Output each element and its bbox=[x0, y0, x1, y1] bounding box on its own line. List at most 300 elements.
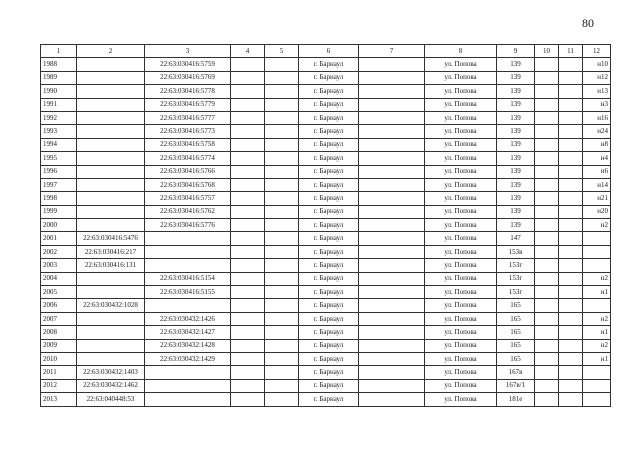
building-number-cell: 22:63:030416:5773 bbox=[145, 125, 231, 138]
street-cell: ул. Попова bbox=[425, 352, 497, 365]
parcel-number-cell: 22:63:030432:1462 bbox=[77, 379, 145, 392]
house-number-cell: 139 bbox=[497, 71, 535, 84]
col-7-cell bbox=[359, 85, 425, 98]
parcel-number-cell bbox=[77, 58, 145, 71]
row-number-cell: 2003 bbox=[41, 259, 77, 272]
col-11-cell bbox=[559, 312, 583, 325]
col-11-cell bbox=[559, 58, 583, 71]
building-number-cell bbox=[145, 299, 231, 312]
col-7-cell bbox=[359, 272, 425, 285]
premises-number-cell: н8 bbox=[583, 138, 611, 151]
premises-number-cell: н14 bbox=[583, 178, 611, 191]
row-number-cell: 1993 bbox=[41, 125, 77, 138]
city-cell: г. Барнаул bbox=[299, 299, 359, 312]
parcel-number-cell bbox=[77, 312, 145, 325]
premises-number-cell: н24 bbox=[583, 125, 611, 138]
row-number-cell: 2009 bbox=[41, 339, 77, 352]
col-5-cell bbox=[265, 339, 299, 352]
page-number: 80 bbox=[582, 16, 594, 30]
premises-number-cell: н6 bbox=[583, 165, 611, 178]
col-4-cell bbox=[231, 98, 265, 111]
col-11-cell bbox=[559, 339, 583, 352]
house-number-cell: 139 bbox=[497, 219, 535, 232]
building-number-cell: 22:63:030432:1427 bbox=[145, 326, 231, 339]
house-number-cell: 165 bbox=[497, 299, 535, 312]
premises-number-cell: н4 bbox=[583, 152, 611, 165]
building-number-cell: 22:63:030416:5768 bbox=[145, 178, 231, 191]
col-5-cell bbox=[265, 125, 299, 138]
city-cell: г. Барнаул bbox=[299, 366, 359, 379]
col-10-cell bbox=[535, 138, 559, 151]
table-row bbox=[41, 125, 611, 138]
building-number-cell: 22:63:030416:5757 bbox=[145, 192, 231, 205]
parcel-number-cell bbox=[77, 138, 145, 151]
premises-number-cell: н2 bbox=[583, 312, 611, 325]
building-number-cell: 22:63:030416:5778 bbox=[145, 85, 231, 98]
house-number-cell: 153г bbox=[497, 272, 535, 285]
col-11-cell bbox=[559, 379, 583, 392]
street-cell: ул. Попова bbox=[425, 339, 497, 352]
col-4-cell bbox=[231, 326, 265, 339]
col-5-cell bbox=[265, 326, 299, 339]
col-5-cell bbox=[265, 98, 299, 111]
house-number-cell: 165 bbox=[497, 339, 535, 352]
col-10-cell bbox=[535, 205, 559, 218]
row-number-cell: 2005 bbox=[41, 286, 77, 299]
col-11-cell bbox=[559, 326, 583, 339]
house-number-cell: 139 bbox=[497, 152, 535, 165]
col-7-cell bbox=[359, 312, 425, 325]
column-header-5: 5 bbox=[265, 45, 299, 58]
col-7-cell bbox=[359, 71, 425, 84]
column-header-4: 4 bbox=[231, 45, 265, 58]
premises-number-cell: н3 bbox=[583, 98, 611, 111]
premises-number-cell bbox=[583, 259, 611, 272]
col-4-cell bbox=[231, 366, 265, 379]
col-11-cell bbox=[559, 71, 583, 84]
parcel-number-cell: 22:63:030432:1028 bbox=[77, 299, 145, 312]
col-5-cell bbox=[265, 138, 299, 151]
col-10-cell bbox=[535, 111, 559, 124]
col-10-cell bbox=[535, 192, 559, 205]
building-number-cell: 22:63:030416:5777 bbox=[145, 111, 231, 124]
premises-number-cell bbox=[583, 393, 611, 406]
col-10-cell bbox=[535, 312, 559, 325]
col-10-cell bbox=[535, 58, 559, 71]
col-10-cell bbox=[535, 125, 559, 138]
col-4-cell bbox=[231, 286, 265, 299]
premises-number-cell bbox=[583, 379, 611, 392]
row-number-cell: 2012 bbox=[41, 379, 77, 392]
parcel-number-cell bbox=[77, 219, 145, 232]
col-4-cell bbox=[231, 71, 265, 84]
table-row bbox=[41, 138, 611, 151]
table-row bbox=[41, 165, 611, 178]
column-header-9: 9 bbox=[497, 45, 535, 58]
building-number-cell bbox=[145, 393, 231, 406]
parcel-number-cell bbox=[77, 272, 145, 285]
col-7-cell bbox=[359, 259, 425, 272]
premises-number-cell bbox=[583, 232, 611, 245]
column-header-11: 11 bbox=[559, 45, 583, 58]
col-11-cell bbox=[559, 245, 583, 258]
col-5-cell bbox=[265, 379, 299, 392]
col-10-cell bbox=[535, 272, 559, 285]
col-4-cell bbox=[231, 259, 265, 272]
col-7-cell bbox=[359, 286, 425, 299]
col-7-cell bbox=[359, 299, 425, 312]
table-row bbox=[41, 178, 611, 191]
col-4-cell bbox=[231, 393, 265, 406]
table-row bbox=[41, 85, 611, 98]
premises-number-cell: н1 bbox=[583, 352, 611, 365]
col-10-cell bbox=[535, 219, 559, 232]
table-row bbox=[41, 205, 611, 218]
house-number-cell: 139 bbox=[497, 205, 535, 218]
premises-number-cell: н12 bbox=[583, 71, 611, 84]
city-cell: г. Барнаул bbox=[299, 205, 359, 218]
col-7-cell bbox=[359, 111, 425, 124]
house-number-cell: 139 bbox=[497, 165, 535, 178]
city-cell: г. Барнаул bbox=[299, 259, 359, 272]
col-5-cell bbox=[265, 259, 299, 272]
street-cell: ул. Попова bbox=[425, 393, 497, 406]
city-cell: г. Барнаул bbox=[299, 178, 359, 191]
col-5-cell bbox=[265, 312, 299, 325]
col-10-cell bbox=[535, 379, 559, 392]
premises-number-cell: н2 bbox=[583, 219, 611, 232]
col-7-cell bbox=[359, 339, 425, 352]
col-11-cell bbox=[559, 178, 583, 191]
col-5-cell bbox=[265, 219, 299, 232]
row-number-cell: 2007 bbox=[41, 312, 77, 325]
row-number-cell: 1994 bbox=[41, 138, 77, 151]
column-header-10: 10 bbox=[535, 45, 559, 58]
house-number-cell: 139 bbox=[497, 178, 535, 191]
col-5-cell bbox=[265, 165, 299, 178]
row-number-cell: 1996 bbox=[41, 165, 77, 178]
col-4-cell bbox=[231, 111, 265, 124]
col-5-cell bbox=[265, 352, 299, 365]
col-10-cell bbox=[535, 165, 559, 178]
parcel-number-cell bbox=[77, 152, 145, 165]
city-cell: г. Барнаул bbox=[299, 312, 359, 325]
col-11-cell bbox=[559, 165, 583, 178]
table-row bbox=[41, 299, 611, 312]
row-number-cell: 1995 bbox=[41, 152, 77, 165]
table-row bbox=[41, 366, 611, 379]
parcel-number-cell bbox=[77, 178, 145, 191]
street-cell: ул. Попова bbox=[425, 71, 497, 84]
col-4-cell bbox=[231, 379, 265, 392]
street-cell: ул. Попова bbox=[425, 326, 497, 339]
col-7-cell bbox=[359, 393, 425, 406]
column-header-2: 2 bbox=[77, 45, 145, 58]
parcel-number-cell bbox=[77, 98, 145, 111]
col-5-cell bbox=[265, 71, 299, 84]
row-number-cell: 1988 bbox=[41, 58, 77, 71]
table-row bbox=[41, 232, 611, 245]
col-4-cell bbox=[231, 219, 265, 232]
city-cell: г. Барнаул bbox=[299, 219, 359, 232]
col-4-cell bbox=[231, 125, 265, 138]
col-11-cell bbox=[559, 352, 583, 365]
street-cell: ул. Попова bbox=[425, 111, 497, 124]
col-7-cell bbox=[359, 152, 425, 165]
building-number-cell: 22:63:030416:5776 bbox=[145, 219, 231, 232]
column-header-3: 3 bbox=[145, 45, 231, 58]
table-row bbox=[41, 339, 611, 352]
building-number-cell bbox=[145, 259, 231, 272]
col-5-cell bbox=[265, 205, 299, 218]
col-11-cell bbox=[559, 138, 583, 151]
table-row bbox=[41, 379, 611, 392]
col-10-cell bbox=[535, 245, 559, 258]
city-cell: г. Барнаул bbox=[299, 71, 359, 84]
col-7-cell bbox=[359, 58, 425, 71]
house-number-cell: 181е bbox=[497, 393, 535, 406]
col-5-cell bbox=[265, 58, 299, 71]
col-7-cell bbox=[359, 379, 425, 392]
parcel-number-cell: 22:63:040448:53 bbox=[77, 393, 145, 406]
col-7-cell bbox=[359, 232, 425, 245]
city-cell: г. Барнаул bbox=[299, 152, 359, 165]
col-5-cell bbox=[265, 178, 299, 191]
parcel-number-cell bbox=[77, 111, 145, 124]
col-11-cell bbox=[559, 393, 583, 406]
parcel-number-cell bbox=[77, 205, 145, 218]
row-number-cell: 2000 bbox=[41, 219, 77, 232]
col-4-cell bbox=[231, 339, 265, 352]
col-10-cell bbox=[535, 299, 559, 312]
col-11-cell bbox=[559, 272, 583, 285]
parcel-number-cell bbox=[77, 326, 145, 339]
col-11-cell bbox=[559, 85, 583, 98]
building-number-cell bbox=[145, 245, 231, 258]
col-7-cell bbox=[359, 178, 425, 191]
building-number-cell: 22:63:030416:5766 bbox=[145, 165, 231, 178]
col-11-cell bbox=[559, 259, 583, 272]
table-row bbox=[41, 312, 611, 325]
col-11-cell bbox=[559, 125, 583, 138]
premises-number-cell: н1 bbox=[583, 326, 611, 339]
col-4-cell bbox=[231, 299, 265, 312]
parcel-number-cell bbox=[77, 165, 145, 178]
table-row bbox=[41, 272, 611, 285]
col-7-cell bbox=[359, 205, 425, 218]
street-cell: ул. Попова bbox=[425, 299, 497, 312]
building-number-cell: 22:63:030416:5774 bbox=[145, 152, 231, 165]
building-number-cell: 22:63:030416:5155 bbox=[145, 286, 231, 299]
row-number-cell: 1989 bbox=[41, 71, 77, 84]
street-cell: ул. Попова bbox=[425, 138, 497, 151]
parcel-number-cell bbox=[77, 192, 145, 205]
row-number-cell: 1992 bbox=[41, 111, 77, 124]
col-7-cell bbox=[359, 165, 425, 178]
col-4-cell bbox=[231, 232, 265, 245]
parcel-number-cell: 22:63:030416:131 bbox=[77, 259, 145, 272]
col-11-cell bbox=[559, 205, 583, 218]
col-11-cell bbox=[559, 366, 583, 379]
col-5-cell bbox=[265, 393, 299, 406]
city-cell: г. Барнаул bbox=[299, 111, 359, 124]
col-10-cell bbox=[535, 326, 559, 339]
table-row bbox=[41, 286, 611, 299]
house-number-cell: 139 bbox=[497, 98, 535, 111]
header-row bbox=[41, 45, 611, 58]
street-cell: ул. Попова bbox=[425, 85, 497, 98]
col-5-cell bbox=[265, 232, 299, 245]
table-row bbox=[41, 152, 611, 165]
city-cell: г. Барнаул bbox=[299, 379, 359, 392]
row-number-cell: 2008 bbox=[41, 326, 77, 339]
table-row bbox=[41, 352, 611, 365]
house-number-cell: 153в bbox=[497, 245, 535, 258]
column-header-1: 1 bbox=[41, 45, 77, 58]
col-10-cell bbox=[535, 259, 559, 272]
premises-number-cell: н13 bbox=[583, 85, 611, 98]
city-cell: г. Барнаул bbox=[299, 98, 359, 111]
building-number-cell: 22:63:030416:5154 bbox=[145, 272, 231, 285]
street-cell: ул. Попова bbox=[425, 205, 497, 218]
premises-number-cell bbox=[583, 366, 611, 379]
col-5-cell bbox=[265, 245, 299, 258]
building-number-cell: 22:63:030432:1428 bbox=[145, 339, 231, 352]
premises-number-cell: н16 bbox=[583, 111, 611, 124]
building-number-cell: 22:63:030416:5759 bbox=[145, 58, 231, 71]
street-cell: ул. Попова bbox=[425, 272, 497, 285]
street-cell: ул. Попова bbox=[425, 232, 497, 245]
parcel-number-cell bbox=[77, 352, 145, 365]
premises-number-cell bbox=[583, 299, 611, 312]
table-row bbox=[41, 326, 611, 339]
row-number-cell: 2001 bbox=[41, 232, 77, 245]
col-11-cell bbox=[559, 152, 583, 165]
col-10-cell bbox=[535, 232, 559, 245]
house-number-cell: 147 bbox=[497, 232, 535, 245]
col-10-cell bbox=[535, 366, 559, 379]
parcel-number-cell bbox=[77, 286, 145, 299]
building-number-cell: 22:63:030416:5779 bbox=[145, 98, 231, 111]
parcel-number-cell: 22:63:030416:217 bbox=[77, 245, 145, 258]
street-cell: ул. Попова bbox=[425, 245, 497, 258]
premises-number-cell: н2 bbox=[583, 272, 611, 285]
col-7-cell bbox=[359, 366, 425, 379]
column-header-6: 6 bbox=[299, 45, 359, 58]
street-cell: ул. Попова bbox=[425, 125, 497, 138]
col-7-cell bbox=[359, 326, 425, 339]
col-11-cell bbox=[559, 299, 583, 312]
col-5-cell bbox=[265, 272, 299, 285]
city-cell: г. Барнаул bbox=[299, 58, 359, 71]
col-7-cell bbox=[359, 245, 425, 258]
table-body bbox=[41, 58, 611, 406]
col-4-cell bbox=[231, 165, 265, 178]
table-row bbox=[41, 393, 611, 406]
col-10-cell bbox=[535, 98, 559, 111]
col-10-cell bbox=[535, 352, 559, 365]
col-5-cell bbox=[265, 286, 299, 299]
column-header-12: 12 bbox=[583, 45, 611, 58]
building-number-cell bbox=[145, 366, 231, 379]
col-10-cell bbox=[535, 85, 559, 98]
building-number-cell bbox=[145, 379, 231, 392]
city-cell: г. Барнаул bbox=[299, 286, 359, 299]
street-cell: ул. Попова bbox=[425, 152, 497, 165]
table-row bbox=[41, 192, 611, 205]
col-11-cell bbox=[559, 219, 583, 232]
premises-number-cell: н2 bbox=[583, 339, 611, 352]
street-cell: ул. Попова bbox=[425, 366, 497, 379]
premises-number-cell: н21 bbox=[583, 192, 611, 205]
col-7-cell bbox=[359, 138, 425, 151]
row-number-cell: 2002 bbox=[41, 245, 77, 258]
city-cell: г. Барнаул bbox=[299, 393, 359, 406]
table-row bbox=[41, 219, 611, 232]
col-4-cell bbox=[231, 205, 265, 218]
street-cell: ул. Попова bbox=[425, 259, 497, 272]
row-number-cell: 1999 bbox=[41, 205, 77, 218]
city-cell: г. Барнаул bbox=[299, 245, 359, 258]
house-number-cell: 165 bbox=[497, 326, 535, 339]
col-4-cell bbox=[231, 312, 265, 325]
row-number-cell: 1991 bbox=[41, 98, 77, 111]
col-10-cell bbox=[535, 152, 559, 165]
city-cell: г. Барнаул bbox=[299, 165, 359, 178]
col-5-cell bbox=[265, 299, 299, 312]
city-cell: г. Барнаул bbox=[299, 85, 359, 98]
row-number-cell: 2010 bbox=[41, 352, 77, 365]
col-7-cell bbox=[359, 192, 425, 205]
building-number-cell: 22:63:030416:5769 bbox=[145, 71, 231, 84]
house-number-cell: 153г bbox=[497, 259, 535, 272]
premises-number-cell bbox=[583, 245, 611, 258]
column-header-7: 7 bbox=[359, 45, 425, 58]
city-cell: г. Барнаул bbox=[299, 352, 359, 365]
col-5-cell bbox=[265, 192, 299, 205]
col-10-cell bbox=[535, 393, 559, 406]
city-cell: г. Барнаул bbox=[299, 232, 359, 245]
street-cell: ул. Попова bbox=[425, 98, 497, 111]
street-cell: ул. Попова bbox=[425, 286, 497, 299]
col-10-cell bbox=[535, 178, 559, 191]
col-7-cell bbox=[359, 98, 425, 111]
col-4-cell bbox=[231, 352, 265, 365]
parcel-number-cell: 22:63:030416:5476 bbox=[77, 232, 145, 245]
house-number-cell: 139 bbox=[497, 192, 535, 205]
parcel-number-cell: 22:63:030432:1403 bbox=[77, 366, 145, 379]
col-11-cell bbox=[559, 98, 583, 111]
table-row bbox=[41, 111, 611, 124]
col-4-cell bbox=[231, 152, 265, 165]
row-number-cell: 1990 bbox=[41, 85, 77, 98]
table-row bbox=[41, 71, 611, 84]
city-cell: г. Барнаул bbox=[299, 192, 359, 205]
premises-number-cell: н10 bbox=[583, 58, 611, 71]
street-cell: ул. Попова bbox=[425, 312, 497, 325]
col-5-cell bbox=[265, 85, 299, 98]
col-11-cell bbox=[559, 192, 583, 205]
col-11-cell bbox=[559, 286, 583, 299]
col-4-cell bbox=[231, 178, 265, 191]
building-number-cell: 22:63:030432:1426 bbox=[145, 312, 231, 325]
col-4-cell bbox=[231, 272, 265, 285]
parcel-number-cell bbox=[77, 71, 145, 84]
col-7-cell bbox=[359, 352, 425, 365]
col-4-cell bbox=[231, 192, 265, 205]
house-number-cell: 139 bbox=[497, 138, 535, 151]
table-row bbox=[41, 259, 611, 272]
